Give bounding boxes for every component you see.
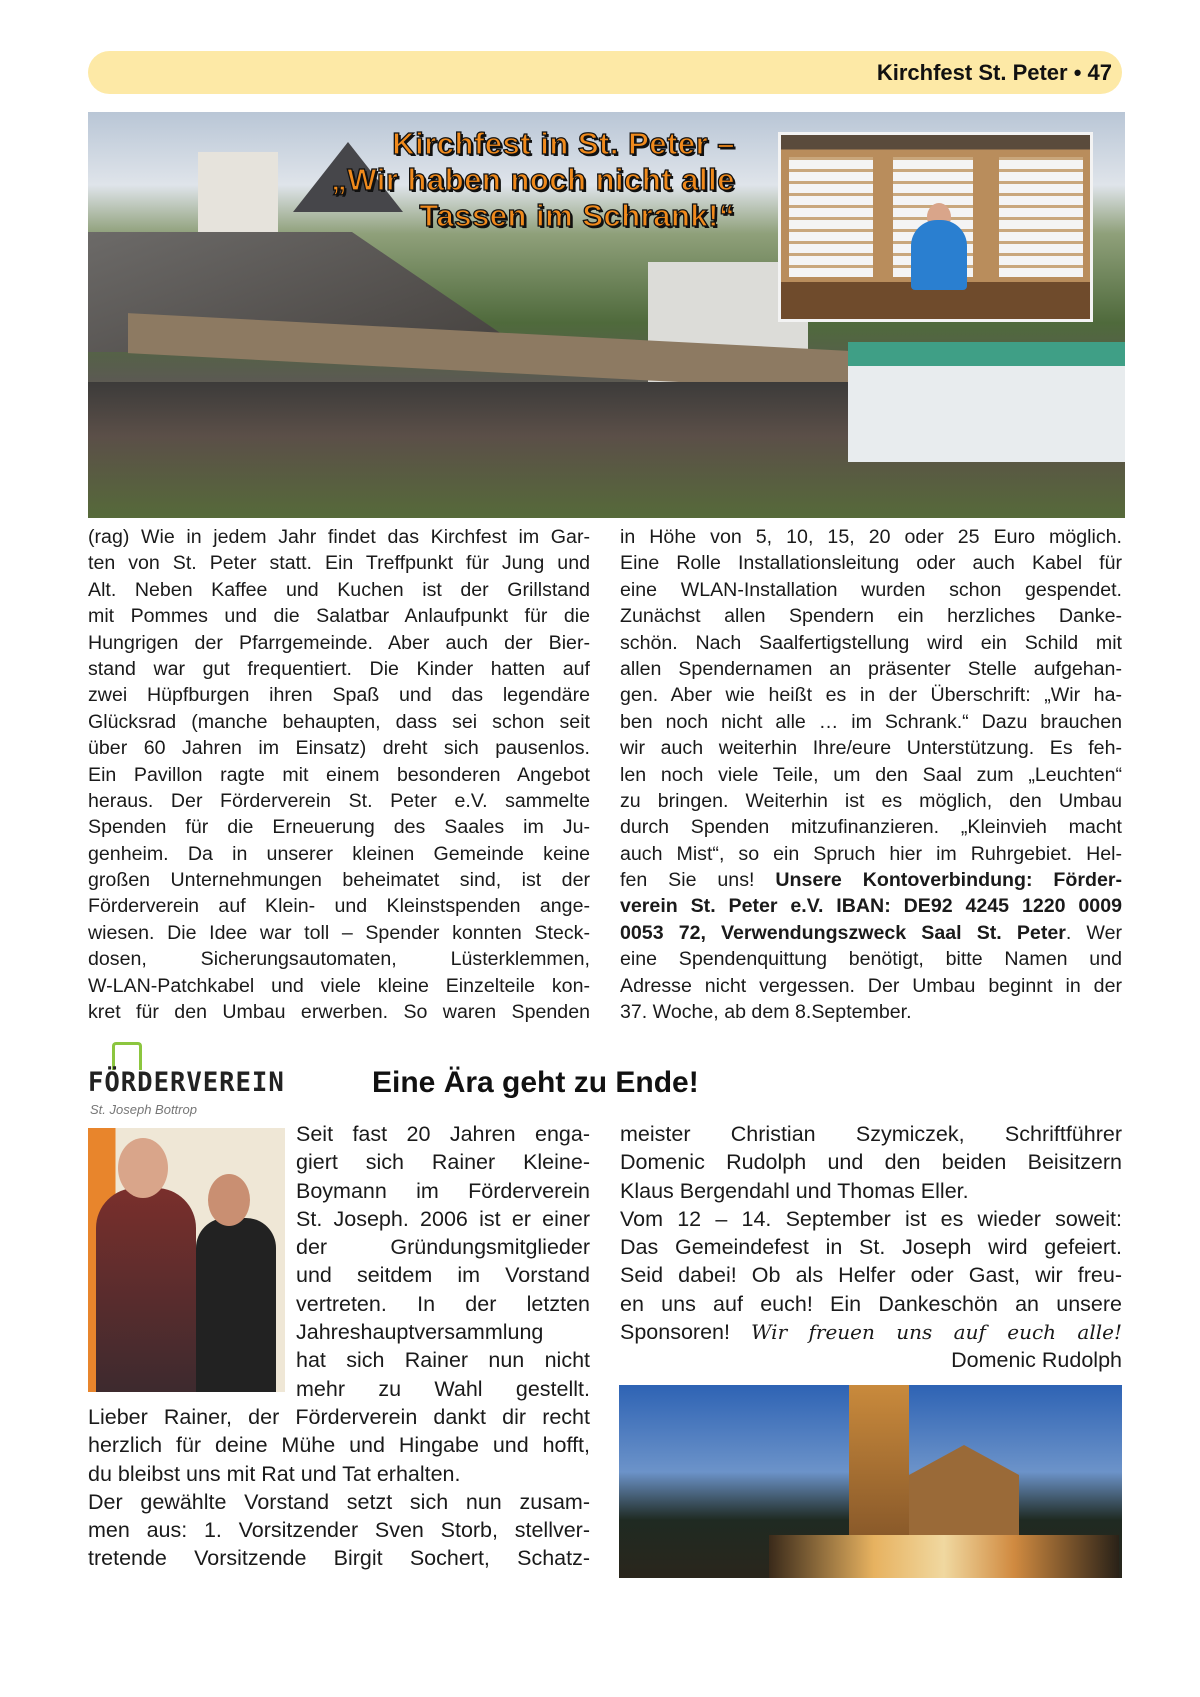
logo-text: FÖRDERVEREIN [88, 1067, 285, 1098]
text-line: Domenic Rudolph und den beiden Beisitzern [620, 1150, 1122, 1175]
text-line: Ein Pavillon ragte mit einem besonderen Angebot [88, 763, 590, 786]
article2-headline: Eine Ära geht zu Ende! [372, 1066, 699, 1099]
text-line: in Höhe von 5, 10, 15, 20 oder 25 Euro möglich. [620, 526, 1122, 548]
text-line: meister Christian Szymiczek, Schriftführer [620, 1122, 1122, 1146]
text-line: der Gründungsmitglieder [296, 1235, 590, 1260]
text-line: wir auch weiterhin Ihre/eure Unterstützung. Es feh- [620, 737, 1122, 760]
text-line: hat sich Rainer nun nicht [296, 1348, 590, 1373]
church-evening-photo [619, 1385, 1122, 1578]
text-line: zwei Hüpfburgen ihren Spaß und das legendäre [88, 684, 590, 707]
article2-narrow-column [296, 1120, 590, 1403]
text-line: dosen, Sicherungsautomaten, Lüsterklemmen, [88, 948, 590, 971]
text-line: über 60 Jahren im Einsatz) dreht sich pausenlos. [88, 737, 590, 760]
text-line: eine WLAN-Installation wurden schon gespendet. [620, 578, 1122, 601]
text-line: du bleibst uns mit Rat und Tat erhalten. [88, 1461, 461, 1486]
article1-left-column [88, 524, 590, 1025]
text-line: Der gewählte Vorstand setzt sich nun zusam- [88, 1489, 590, 1514]
white-tent [848, 342, 1125, 462]
text-line: zu bringen. Weiterhin ist es möglich, den Umbau [620, 789, 1122, 812]
text-line: schön. Nach Saalfertigstellung wird ein Schild mit [620, 631, 1122, 654]
rainer-photo [88, 1128, 285, 1392]
article1-right-column [620, 524, 1122, 1025]
text-segment: Sponsoren! [620, 1320, 751, 1345]
text-line: allen Spendernamen an präsenter Stelle aufgehan- [620, 657, 1122, 680]
text-line: Domenic Rudolph [951, 1348, 1122, 1373]
text-line [620, 893, 1122, 919]
article2-right-column [620, 1120, 1122, 1375]
text-line: Das Gemeindefest in St. Joseph wird gefeiert. [620, 1235, 1122, 1260]
bold-text: 0053 72, Verwendungszweck Saal St. Peter [620, 921, 1066, 944]
text-line [620, 1318, 1122, 1346]
text-segment: . Wer [1065, 921, 1122, 944]
text-line: len noch viele Teile, um den Saal zum „Leuchten“ [620, 763, 1122, 786]
headframe-icon [112, 1042, 142, 1070]
text-line: Seid dabei! Ob als Helfer oder Gast, wir freu- [620, 1263, 1122, 1288]
kirchfest-photo [88, 112, 1125, 518]
title-line: „Wir haben noch nicht alle [331, 162, 735, 197]
text-line: St. Joseph. 2006 ist er einer [296, 1206, 590, 1231]
text-line: stand war gut frequentiert. Die Kinder hatten auf [88, 657, 590, 680]
text-segment: fen Sie uns! [620, 869, 776, 892]
text-line: Lieber Rainer, der Förderverein dankt dir recht [88, 1405, 590, 1429]
text-line: Förderverein auf Klein- und Kleinstspenden ange- [88, 895, 590, 918]
text-line: en uns auf euch! Ein Dankeschön an unsere [620, 1291, 1122, 1316]
title-line: Kirchfest in St. Peter – [392, 126, 735, 161]
bold-text: verein St. Peter e.V. IBAN: DE92 4245 1220 0009 [620, 895, 1122, 918]
text-line: gen. Aber wie heißt es in der Überschrift: „Wir ha- [620, 684, 1122, 707]
text-line: Spenden für die Erneuerung des Saales im Ju- [88, 816, 590, 839]
text-line: mit Pommes und die Salatbar Anlaufpunkt für die [88, 605, 590, 628]
text-line: Seit fast 20 Jahren enga- [296, 1122, 590, 1146]
text-line: Boymann im Förderverein [296, 1178, 590, 1203]
text-line: 37. Woche, ab dem 8.September. [620, 1001, 912, 1024]
text-line: mehr zu Wahl gestellt. [296, 1376, 590, 1401]
text-line: vertreten. In der letzten [296, 1291, 590, 1316]
text-line: Klaus Bergendahl und Thomas Eller. [620, 1178, 969, 1203]
text-line: tretende Vorsitzende Birgit Sochert, Schatz- [88, 1546, 590, 1571]
text-line: Glücksrad (manche behaupten, dass sei schon seit [88, 710, 590, 733]
text-line: Alt. Neben Kaffee und Kuchen ist der Grillstand [88, 578, 590, 601]
article2-left-column [88, 1403, 590, 1573]
text-line: Zunächst allen Spendern ein herzliches Danke- [620, 605, 1122, 628]
running-title: Kirchfest St. Peter • 47 [876, 60, 1112, 85]
bold-text: Unsere Kontoverbindung: Förder- [775, 869, 1122, 892]
text-line: men aus: 1. Vorsitzender Sven Storb, stellver- [88, 1518, 590, 1543]
text-line: großen Unternehmungen beheimatet sind, ist der [88, 869, 590, 892]
text-line: W-LAN-Patchkabel und viele kleine Einzelteile kon- [88, 974, 590, 997]
text-line [620, 867, 1122, 893]
title-line: Tassen im Schrank!“ [419, 198, 735, 233]
article-title [331, 126, 735, 234]
text-line: heraus. Der Förderverein St. Peter e.V. sammelte [88, 789, 590, 812]
donation-booth-photo [778, 132, 1093, 322]
text-line: wiesen. Die Idee war toll – Spender konnten Steck- [88, 921, 590, 944]
text-line: herzlich für deine Mühe und Hingabe und hofft, [88, 1433, 590, 1458]
text-line: Jahreshauptversammlung [296, 1320, 544, 1345]
text-line: eine Spendenquittung benötigt, bitte Namen und [620, 948, 1122, 971]
running-header [88, 51, 1122, 94]
text-line: genheim. Da in unserer kleinen Gemeinde keine [88, 842, 590, 865]
text-line: giert sich Rainer Kleine- [296, 1150, 590, 1175]
text-line: auch Mist“, so ein Spruch hier im Ruhrgebiet. Hel- [620, 842, 1122, 865]
text-line: durch Spenden mitzufinanzieren. „Kleinvieh macht [620, 816, 1122, 839]
text-line: Hungrigen der Pfarrgemeinde. Aber auch der Bier- [88, 631, 590, 654]
text-line [620, 920, 1122, 946]
text-line: ten von St. Peter statt. Ein Treffpunkt für Jung und [88, 552, 590, 575]
text-line: Eine Rolle Installationsleitung oder auch Kabel für [620, 552, 1122, 575]
logo-subtitle: St. Joseph Bottrop [90, 1102, 197, 1117]
script-text: Wir freuen uns auf euch alle! [750, 1320, 1123, 1345]
text-line: (rag) Wie in jedem Jahr findet das Kirchfest im Gar- [88, 526, 590, 548]
foerderverein-logo [88, 1042, 338, 1122]
text-line: Vom 12 – 14. September ist es wieder soweit: [620, 1206, 1122, 1231]
text-line: ben noch nicht alle … im Schrank.“ Dazu brauchen [620, 710, 1122, 733]
text-line: kret für den Umbau erwerben. So waren Spenden [88, 1001, 590, 1024]
text-line: Adresse nicht vergessen. Der Umbau beginnt in der [620, 974, 1122, 997]
text-line: und seitdem im Vorstand [296, 1263, 590, 1288]
